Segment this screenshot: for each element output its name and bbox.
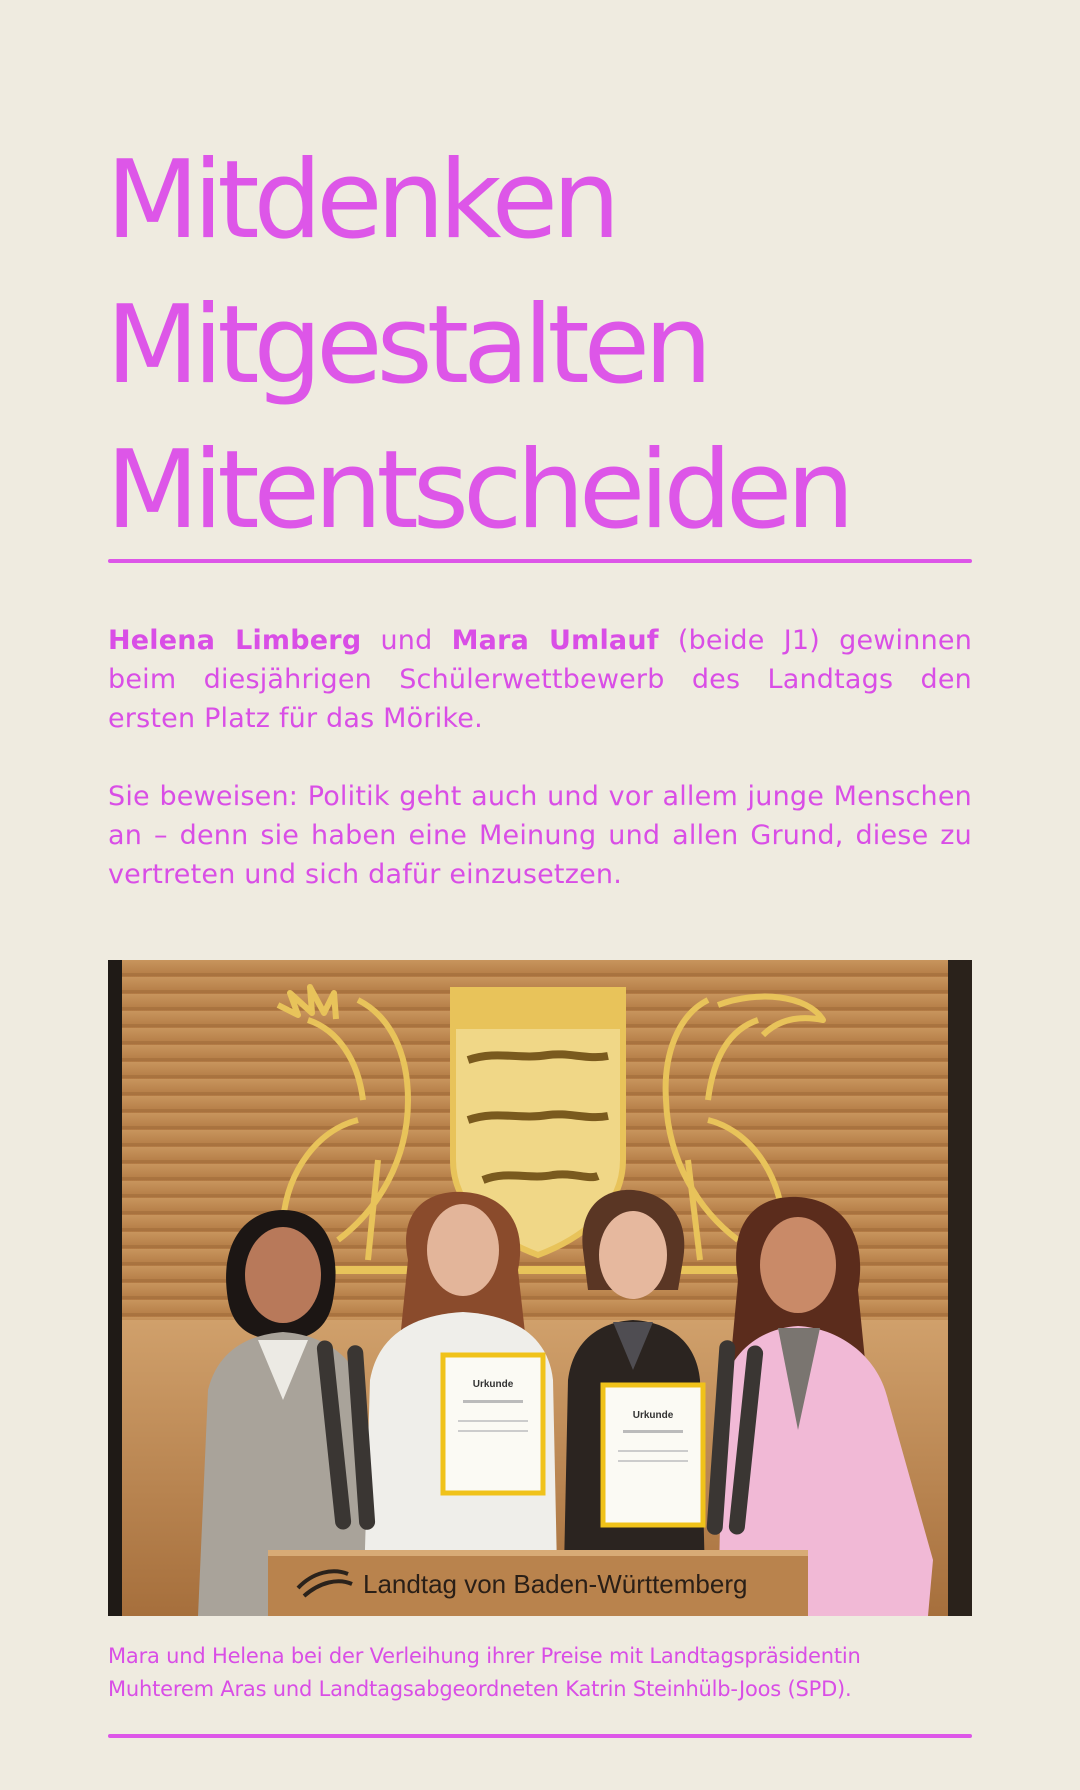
- certificate-1: [443, 1355, 543, 1493]
- headline: [106, 128, 849, 563]
- divider-bottom: [108, 1734, 972, 1738]
- photo-caption: [108, 1640, 972, 1706]
- divider-top: [108, 559, 972, 563]
- lectern: [268, 1550, 808, 1616]
- certificate-2: [603, 1385, 703, 1525]
- lectern-label: Landtag von Baden-Württemberg: [363, 1569, 748, 1599]
- certificate-1-title: Urkunde: [472, 1379, 514, 1390]
- certificate-2-title: Urkunde: [632, 1410, 674, 1421]
- award-photo: [108, 960, 972, 1616]
- intro-connector: und: [361, 625, 452, 656]
- caption-line-2: Muhterem Aras und Landtagsabgeordneten Katrin Steinhülb-Joos (SPD).: [108, 1677, 852, 1701]
- intro-text: (beide J1) gewinnen beim diesjährigen Schülerwettbewerb des Landtags den ersten Platz für das Mörike.: [108, 625, 973, 734]
- second-paragraph: Sie beweisen: Politik geht auch und vor allem junge Menschen an – denn sie haben eine Meinung und allen Grund, diese zu vertreten und sich dafür einzusetzen.: [108, 781, 972, 890]
- headline-line-1: Mitdenken: [106, 138, 615, 263]
- student-name-1: Helena Limberg: [108, 625, 362, 656]
- intro-paragraph: [108, 621, 972, 738]
- caption-line-1: Mara und Helena bei der Verleihung ihrer Preise mit Landtagspräsidentin: [108, 1644, 861, 1668]
- student-name-2: Mara Umlauf: [451, 625, 659, 656]
- headline-line-3: Mitentscheiden: [106, 428, 849, 553]
- headline-line-2: Mitgestalten: [106, 283, 707, 408]
